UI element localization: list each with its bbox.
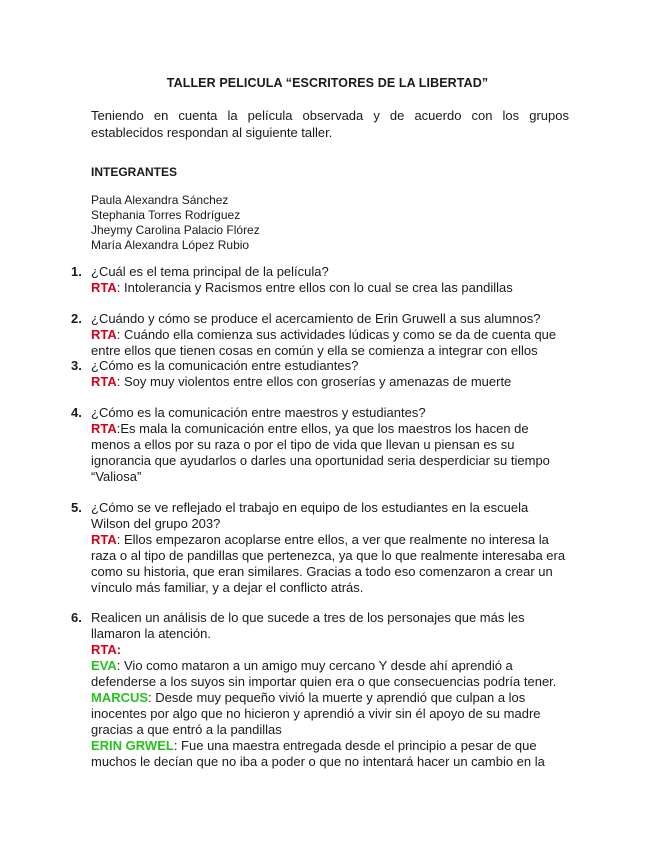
- question-item: [71, 405, 571, 485]
- character-label: ERIN GRWEL: [91, 738, 174, 753]
- answer-text: : Desde muy pequeño vivió la muerte y aprendió que culpan a los: [148, 690, 526, 705]
- integrantes-list: [91, 193, 260, 253]
- answer-text: como su historia, que eran similares. Gracias a todo eso comenzaron a crear un: [91, 564, 553, 579]
- answer-line: [91, 532, 571, 548]
- question-text: ¿Cómo es la comunicación entre estudiantes?: [91, 358, 359, 373]
- answer-text: defenderse a los suyos sin importar quien era o que consecuencias podría tener.: [91, 674, 557, 689]
- question-number: 4.: [71, 405, 82, 420]
- answer-line: [91, 280, 571, 296]
- question-item: [71, 264, 571, 296]
- rta-label: RTA: [91, 280, 117, 295]
- question-item: [71, 311, 571, 359]
- answer-text: menos a ellos por su raza o por el tipo de vida que llevan u piensan es su: [91, 437, 515, 452]
- intro-line: Teniendo en cuenta la película observada y de acuerdo con los grupos: [91, 108, 569, 123]
- character-label: MARCUS: [91, 690, 149, 705]
- intro-paragraph: [91, 107, 569, 141]
- member-name: Jheymy Carolina Palacio Flórez: [91, 223, 260, 237]
- answer-line: [91, 421, 571, 437]
- answer-text: : Intolerancia y Racismos entre ellos con lo cual se crea las pandillas: [116, 280, 513, 295]
- member-name: Stephania Torres Rodríguez: [91, 208, 241, 222]
- question-text: ¿Cómo es la comunicación entre maestros y estudiantes?: [91, 405, 426, 420]
- answer-text: inocentes por algo que no hicieron y aprendió a vivir sin él apoyo de su madre: [91, 706, 541, 721]
- question-number: 3.: [71, 358, 82, 373]
- question-item: [71, 500, 571, 596]
- rta-label: RTA: [91, 642, 117, 657]
- question-text: llamaron la atención.: [91, 626, 211, 641]
- question-text: ¿Cuál es el tema principal de la película?: [91, 264, 329, 279]
- answer-line: [91, 327, 571, 343]
- answer-text: : Fue una maestra entregada desde el principio a pesar de que: [173, 738, 537, 753]
- rta-label: RTA: [91, 421, 117, 436]
- answer-text: :Es mala la comunicación entre ellos, ya que los maestros los hacen de: [116, 421, 529, 436]
- member-name: María Alexandra López Rubio: [91, 238, 250, 252]
- question-number: 1.: [71, 264, 82, 279]
- character-label: EVA: [91, 658, 117, 673]
- answer-text: : Ellos empezaron acoplarse entre ellos, a ver que realmente no interesa la: [116, 532, 549, 547]
- answer-text: gracias a que entró a la pandillas: [91, 722, 282, 737]
- answer-text: muchos le decían que no iba a poder o que no intentará hacer un cambio en la: [91, 754, 545, 769]
- question-text: Realicen un análisis de lo que sucede a tres de los personajes que más les: [91, 610, 525, 625]
- question-text: ¿Cuándo y cómo se produce el acercamiento de Erin Gruwell a sus alumnos?: [91, 311, 541, 326]
- question-text: ¿Cómo se ve reflejado el trabajo en equipo de los estudiantes en la escuela: [91, 500, 529, 515]
- answer-text: : Cuándo ella comienza sus actividades lúdicas y como se da de cuenta que: [116, 327, 557, 342]
- question-item: [71, 610, 571, 770]
- rta-colon: :: [116, 642, 122, 657]
- rta-label: RTA: [91, 374, 117, 389]
- character-erin: [91, 738, 571, 754]
- answer-text: entre ellos que tienen cosas en común y ella se comienza a integrar con ellos: [91, 343, 538, 358]
- answer-text: raza o al tipo de pandillas que pertenezca, ya que lo que realmente interesaba era: [91, 548, 566, 563]
- question-number: 5.: [71, 500, 82, 515]
- intro-line: establecidos respondan al siguiente taller.: [91, 125, 333, 140]
- answer-text: ignorancia que ayudarlos o darles una oportunidad seria desperdiciar su tiempo: [91, 453, 550, 468]
- answer-text: : Vio como mataron a un amigo muy cercano Y desde ahí aprendió a: [116, 658, 513, 673]
- document-title: TALLER PELICULA “ESCRITORES DE LA LIBERTAD”: [166, 76, 489, 90]
- answer-text: “Valiosa”: [91, 469, 142, 484]
- member-name: Paula Alexandra Sánchez: [91, 193, 229, 207]
- question-text: Wilson del grupo 203?: [91, 516, 221, 531]
- answer-line: [91, 642, 571, 658]
- integrantes-heading: INTEGRANTES: [91, 165, 178, 179]
- question-number: 6.: [71, 610, 82, 625]
- answer-line: [91, 374, 571, 390]
- answer-text: : Soy muy violentos entre ellos con groserías y amenazas de muerte: [116, 374, 512, 389]
- answer-text: vínculo más familiar, y a dejar el conflicto atrás.: [91, 580, 364, 595]
- rta-label: RTA: [91, 532, 117, 547]
- character-eva: [91, 658, 571, 674]
- question-number: 2.: [71, 311, 82, 326]
- character-marcus: [91, 690, 571, 706]
- rta-label: RTA: [91, 327, 117, 342]
- question-item: [71, 358, 571, 390]
